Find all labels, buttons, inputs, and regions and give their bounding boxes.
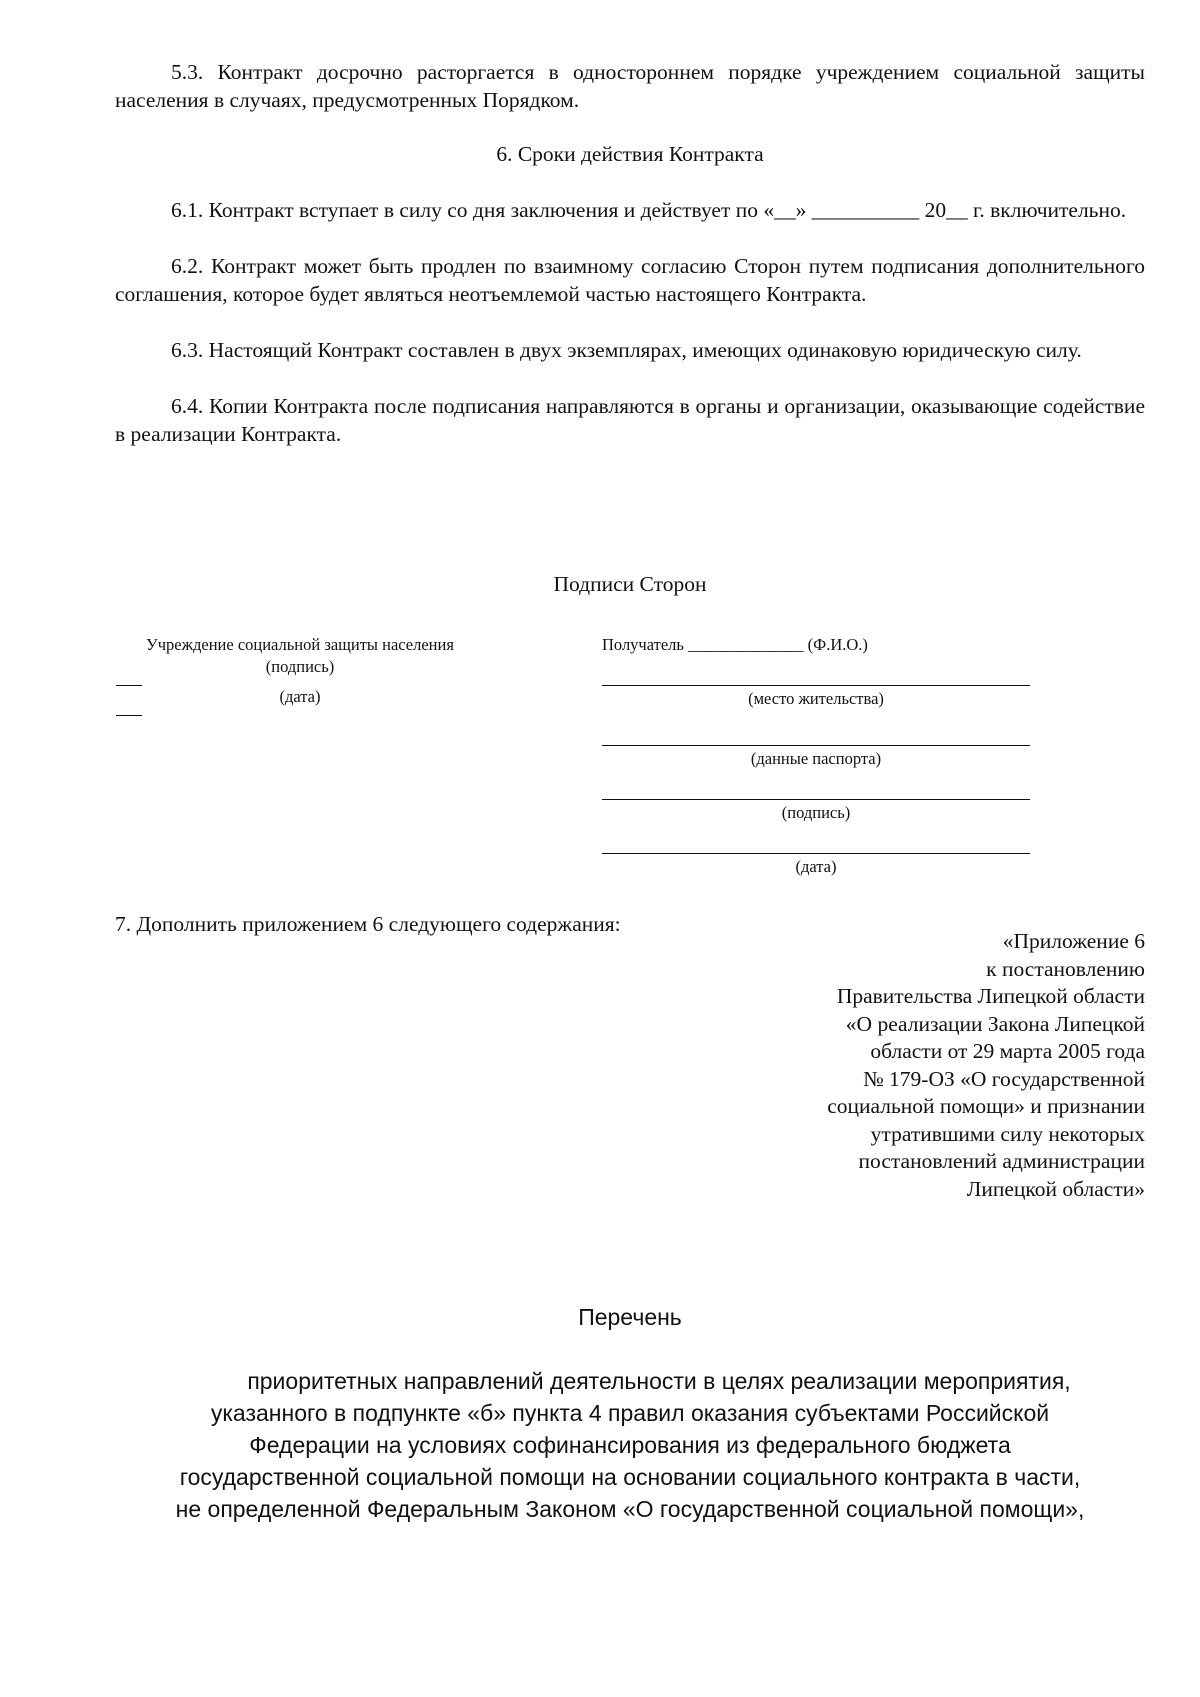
paragraph-5-3: [115, 58, 1145, 114]
right-date-caption: (дата): [795, 857, 837, 876]
paragraph-6-2-text: 6.2. Контракт может быть продлен по взаимному согласию Сторон путем подписания дополнительного соглашения, которое будет являться неотъемлемой частью настоящего Контракта.: [115, 254, 1145, 306]
appendix-line: Правительства Липецкой области: [836, 984, 1145, 1008]
right-signature-line: [602, 799, 1030, 800]
paragraph-6-2: [115, 252, 1145, 308]
right-date-line: [602, 853, 1030, 854]
paragraph-5-3-text: 5.3. Контракт досрочно расторгается в одностороннем порядке учреждением социальной защиты населения в случаях, предусмотренных Порядком.: [115, 60, 1145, 112]
paragraph-6-4-text: 6.4. Копии Контракта после подписания направляются в органы и организации, оказывающие содействие в реализации Контракта.: [115, 394, 1145, 446]
list-description-line: [115, 1365, 1145, 1397]
appendix-line: социальной помощи» и признании: [827, 1094, 1145, 1118]
paragraph-6-4: [115, 392, 1145, 448]
appendix-line: области от 29 марта 2005 года: [870, 1039, 1145, 1063]
list-description-line: государственной социальной помощи на основании социального контракта в части,: [179, 1464, 1081, 1490]
list-description: [115, 1365, 1145, 1525]
list-description-line-text: приоритетных направлений деятельности в целях реализации мероприятия,: [247, 1368, 1071, 1394]
right-signature-caption: (подпись): [781, 803, 851, 822]
list-description-line: указанного в подпункте «б» пункта 4 правил оказания субъектами Российской: [210, 1400, 1050, 1426]
residence-caption: (место жительства): [748, 689, 884, 708]
recipient-line: Получатель ______________ (Ф.И.О.): [602, 635, 868, 654]
left-date-line: [116, 715, 142, 716]
list-description-line: Федерации на условиях софинансирования из федерального бюджета: [249, 1432, 1011, 1458]
list-title: Перечень: [578, 1304, 682, 1330]
paragraph-6-1-text: 6.1. Контракт вступает в силу со дня заключения и действует по «__» __________ 20__ г. включительно.: [171, 198, 1127, 222]
appendix-line: «О реализации Закона Липецкой: [845, 1011, 1145, 1036]
paragraph-6-3: [115, 336, 1145, 364]
appendix-line: утратившими силу некоторых: [870, 1121, 1145, 1146]
section-7-text: 7. Дополнить приложением 6 следующего содержания:: [115, 912, 621, 936]
left-signature-caption: (подпись): [265, 657, 335, 676]
left-party-title: Учреждение социальной защиты населения: [146, 635, 454, 654]
paragraph-6-1: [115, 196, 1145, 224]
left-date-caption: (дата): [279, 687, 321, 706]
passport-line: [602, 745, 1030, 746]
appendix-line: постановлений администрации: [858, 1149, 1145, 1173]
appendix-header: [725, 928, 1145, 1203]
residence-line: [602, 685, 1030, 686]
paragraph-6-3-text: 6.3. Настоящий Контракт составлен в двух экземплярах, имеющих одинаковую юридическую силу.: [171, 338, 1082, 362]
appendix-line: № 179-ОЗ «О государственной: [863, 1066, 1145, 1091]
appendix-line: «Приложение 6: [1002, 929, 1145, 953]
section-6-heading: 6. Сроки действия Контракта: [496, 142, 764, 166]
list-description-line: не определенной Федеральным Законом «О государственной социальной помощи»,: [175, 1496, 1085, 1522]
appendix-line: Липецкой области»: [966, 1176, 1145, 1201]
passport-caption: (данные паспорта): [750, 749, 882, 768]
signatures-heading: Подписи Сторон: [553, 572, 707, 596]
appendix-line: к постановлению: [986, 956, 1145, 981]
